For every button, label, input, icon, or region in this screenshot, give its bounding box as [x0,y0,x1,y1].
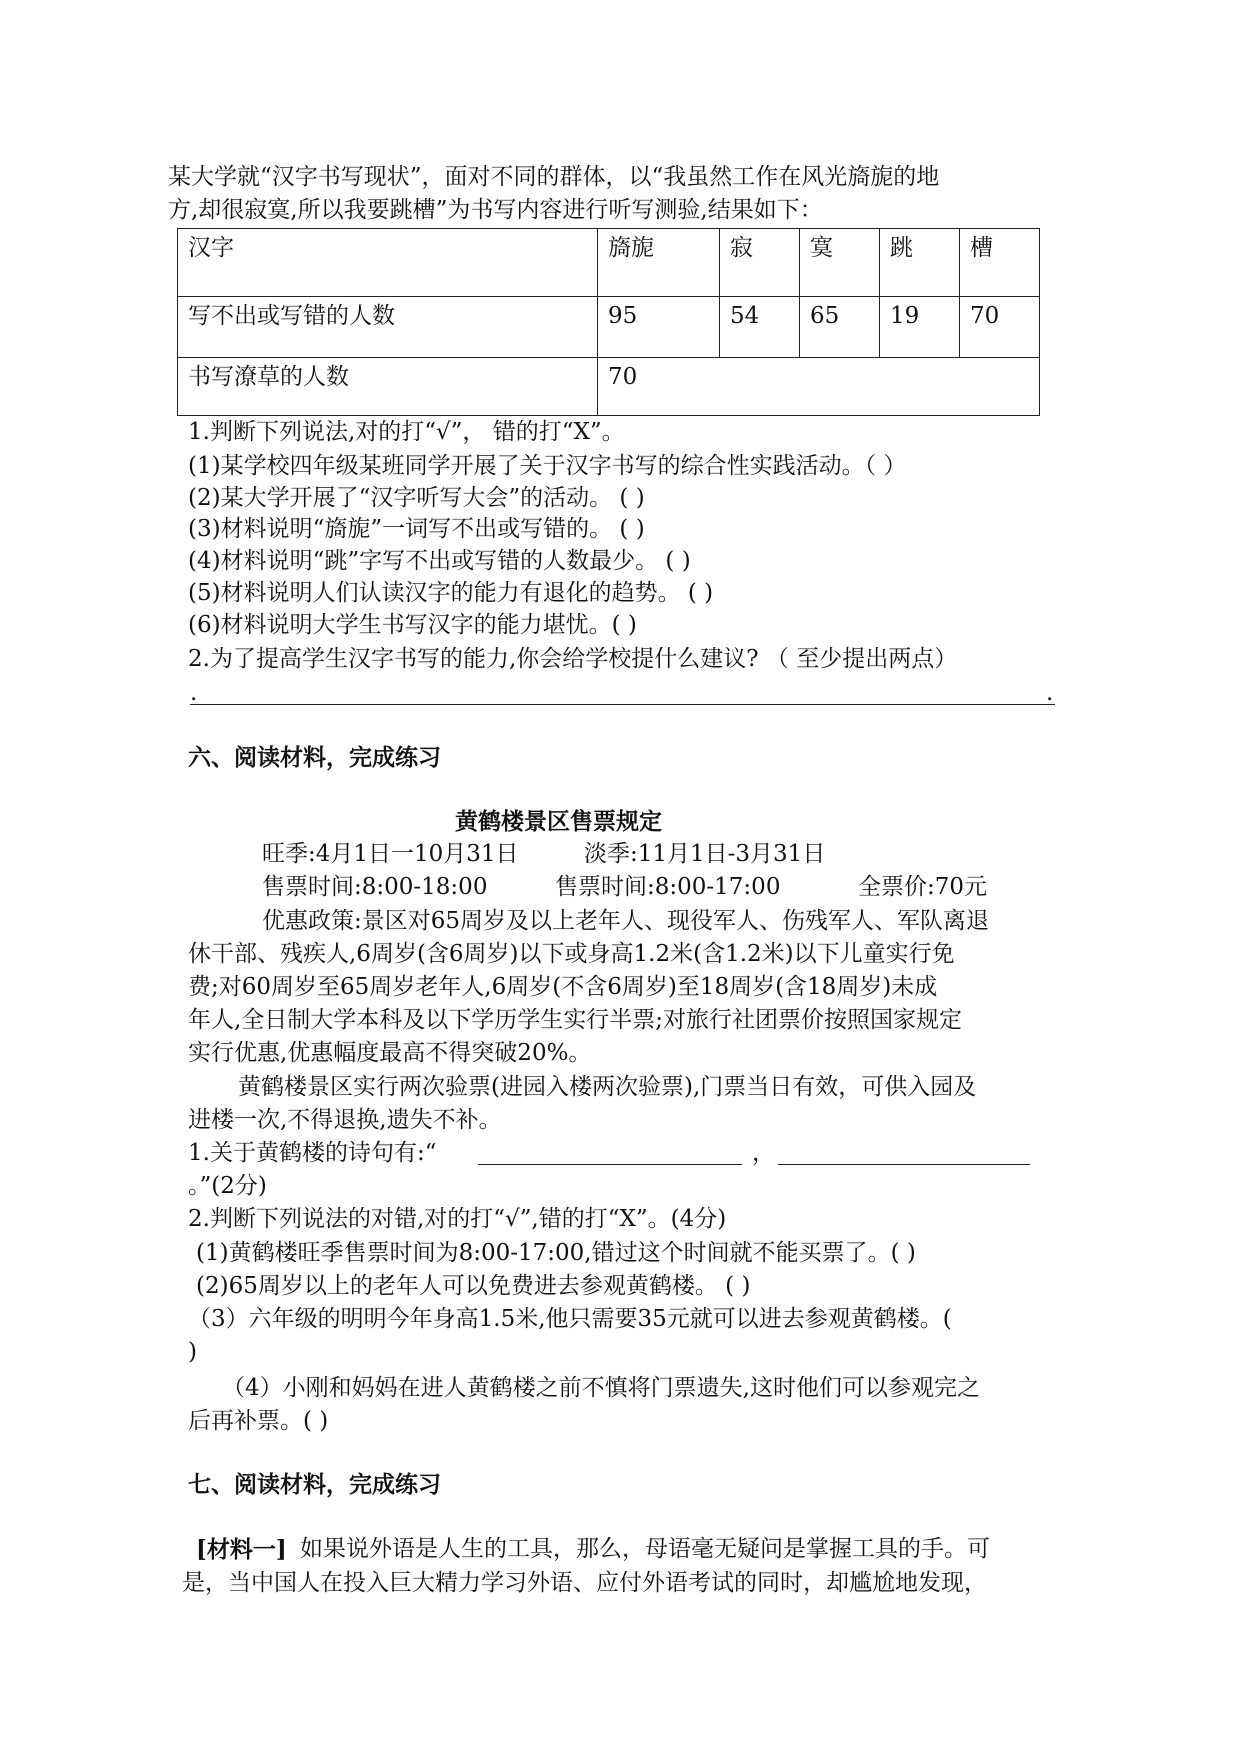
poem-question-end: 。”(2分) [188,1173,267,1199]
table-cell: 65 [800,297,880,358]
section6-q2-title: 2.判断下列说法的对错,对的打“√”,错的打“X”。(4分) [188,1206,727,1232]
table-cell: 写不出或写错的人数 [178,297,598,358]
answer-line [190,704,1055,705]
section6-title: 黄鹤楼景区售票规定 [455,808,662,835]
q1-item-2: (2)某大学开展了“汉字听写大会”的活动。 ( ) [188,485,645,511]
section6-q2-item-2: (2)65周岁以上的老年人可以免费进去参观黄鹤楼。 ( ) [196,1273,751,1299]
table-cell: 95 [598,297,720,358]
policy-line: 休干部、残疾人,6周岁(含6周岁)以下或身高1.2米(含1.2米)以下儿童实行免 [188,941,955,967]
q1-item-5: (5)材料说明人们认读汉字的能力有退化的趋势。 ( ) [188,580,714,606]
peak-sale-time: 售票时间:8:00-18:00 [262,874,488,900]
policy-line: 费;对60周岁至65周岁老年人,6周岁(不含6周岁)至18周岁(含18周岁)未成 [188,974,938,1000]
q1-item-6: (6)材料说明大学生书写汉字的能力堪忧。( ) [188,612,637,638]
intro-line-1: 某大学就“汉字书写现状”，面对不同的群体，以“我虽然工作在风光旖旎的地 [168,164,940,190]
q1-title: 1.判断下列说法,对的打“√”， 错的打“X”。 [188,419,625,445]
survey-table [177,228,1040,416]
policy-line: 优惠政策:景区对65周岁及以上老年人、现役军人、伤残军人、军队离退 [262,908,990,934]
section6-q2-item-1: (1)黄鹤楼旺季售票时间为8:00-17:00,错过这个时间就不能买票了。( ) [196,1240,916,1266]
policy-line: 实行优惠,优惠幅度最高不得突破20%。 [188,1040,592,1066]
policy-line: 年人,全日制大学本科及以下学历学生实行半票;对旅行社团票价按照国家规定 [188,1007,963,1033]
q2-title: 2.为了提高学生汉字书写的能力,你会给学校提什么建议? （ 至少提出两点） [188,646,958,672]
table-cell: 54 [720,297,800,358]
check-line: 进楼一次,不得退换,遗失不补。 [188,1107,502,1133]
q1-item-1: (1)某学校四年级某班同学开展了关于汉字书写的综合性实践活动。（ ） [188,453,907,479]
poem-blank-1[interactable] [478,1164,742,1165]
full-price: 全票价:70元 [858,874,988,900]
table-cell: 寂 [720,229,800,297]
section6-heading: 六、阅读材料，完成练习 [188,744,441,771]
table-cell: 70 [598,358,1040,416]
poem-blank-2[interactable] [778,1164,1030,1165]
intro-line-2: 方,却很寂寞,所以我要跳槽”为书写内容进行听写测验,结果如下： [168,197,823,223]
off-season: 淡季:11月1日-3月31日 [584,841,826,867]
table-cell: 跳 [880,229,960,297]
section7-heading: 七、阅读材料，完成练习 [188,1471,441,1498]
material-line-1: 如果说外语是人生的工具，那么，母语毫无疑问是掌握工具的手。可 [300,1536,990,1562]
q2-dot-left: . [190,680,198,706]
peak-season: 旺季:4月1日一10月31日 [262,841,519,867]
section6-q2-item-4-cont: 后再补票。( ) [188,1408,329,1434]
table-cell: 70 [960,297,1040,358]
table-cell: 19 [880,297,960,358]
table-row [178,358,1040,416]
q1-item-4: (4)材料说明“跳”字写不出或写错的人数最少。 ( ) [188,548,691,574]
table-cell: 寞 [800,229,880,297]
poem-question: 1.关于黄鹤楼的诗句有:“ [188,1140,437,1166]
off-sale-time: 售票时间:8:00-17:00 [555,874,781,900]
material-line-2: 是，当中国人在投入巨大精力学习外语、应付外语考试的同时，却尴尬地发现， [182,1570,987,1596]
material-label: [材料一] [196,1536,287,1563]
table-header-row [178,229,1040,297]
table-cell: 汉字 [178,229,598,297]
section6-q2-item-3-cont: ) [188,1339,197,1365]
table-cell: 书写潦草的人数 [178,358,598,416]
q2-dot-right: . [1046,680,1054,706]
section6-q2-item-4: （4）小刚和妈妈在进人黄鹤楼之前不慎将门票遗失,这时他们可以参观完之 [222,1375,980,1401]
poem-comma: ， [752,1140,775,1166]
q1-item-3: (3)材料说明“旖旎”一词写不出或写错的。 ( ) [188,516,645,542]
table-cell: 槽 [960,229,1040,297]
check-line: 黄鹤楼景区实行两次验票(进园入楼两次验票),门票当日有效，可供入园及 [238,1074,977,1100]
table-row [178,297,1040,358]
table-cell: 旖旎 [598,229,720,297]
section6-q2-item-3: （3）六年级的明明今年身高1.5米,他只需要35元就可以进去参观黄鹤楼。( [188,1306,952,1332]
